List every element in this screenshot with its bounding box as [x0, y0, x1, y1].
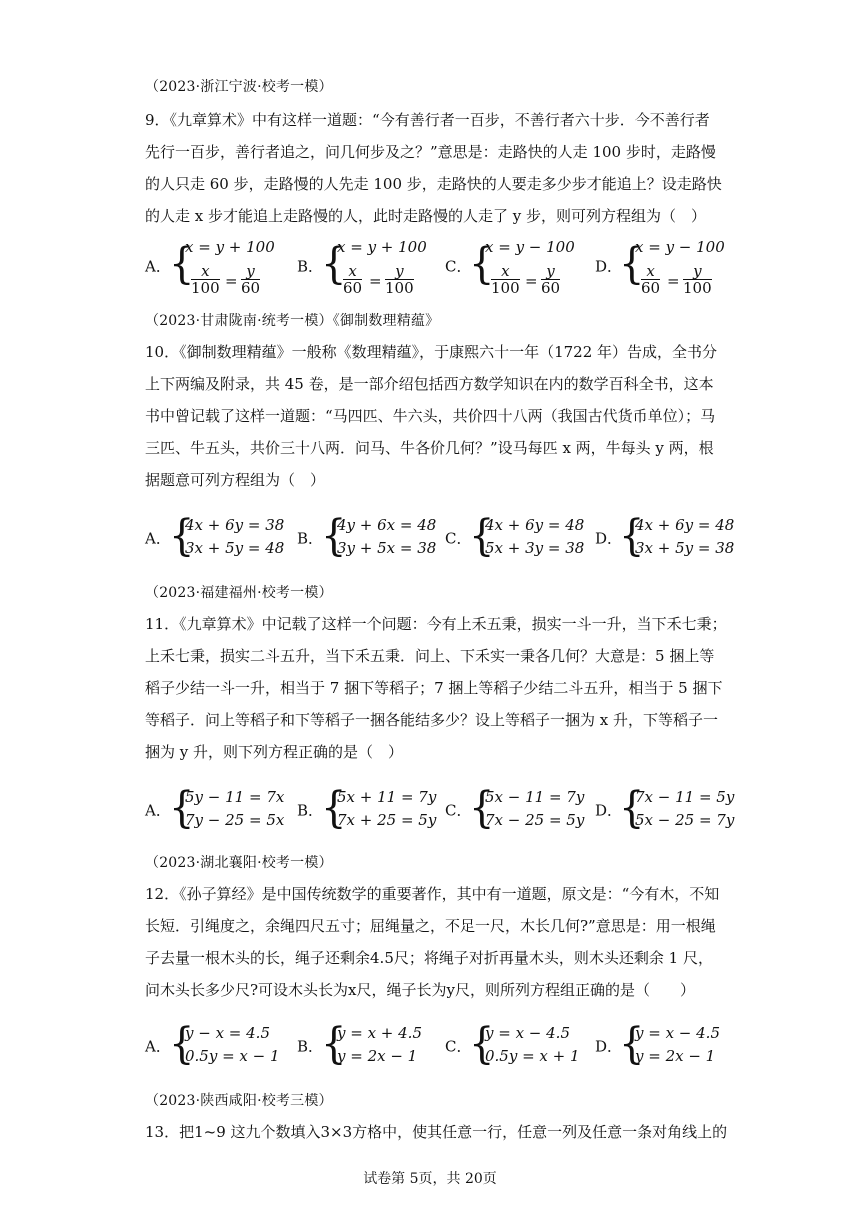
- equation: 4x + 6y = 48: [635, 516, 735, 534]
- option-label: B．: [297, 1037, 324, 1056]
- option-label: A．: [145, 529, 171, 548]
- brace-symbol: {: [321, 783, 347, 833]
- q10-options: [145, 508, 745, 568]
- q9-line: 的人只走 60 步，走路慢的人先走 100 步，走路快的人要走多少步才能追上？设走路快: [145, 175, 722, 193]
- q9-options: A． { x = y + 100 $\frac{x}{100}$ = $\frac{y}{60}$ B． { x = y + 100 $\frac{x}{60}$ = $\frac{y}{100}$ C． { x = y − 100 $\frac{x}{100}$ = $\frac{y}{60}$ D． { x = y − 100 $\frac{x}{60}$ = $\frac{y}{100}$: [145, 238, 725, 297]
- denominator: 60: [641, 279, 661, 297]
- q9-line: 先行一百步，善行者追之，问几何步及之？”意思是：走路快的人走 100 步时，走路慢: [145, 143, 716, 161]
- equation: 0.5y = x − 1: [185, 1047, 280, 1065]
- denominator: 100: [683, 279, 712, 297]
- denominator: 100: [491, 279, 520, 297]
- q11-text: [145, 608, 730, 768]
- numerator: y: [241, 264, 260, 280]
- q10-text: [145, 336, 730, 496]
- numerator: x: [343, 264, 362, 280]
- q12-text: [145, 878, 730, 1006]
- option-label: C．: [445, 529, 472, 548]
- q12-options: [145, 1016, 745, 1076]
- equation: 3x + 5y = 48: [185, 539, 285, 557]
- equation: y − x = 4.5: [185, 1024, 270, 1042]
- option-label: A．: [145, 801, 171, 820]
- equation: y = x + 4.5: [337, 1024, 422, 1042]
- equation: 7x − 11 = 5y: [635, 788, 735, 806]
- q11-line: 上禾七秉，损实二斗五升，当下禾五秉．问上、下禾实一秉各几何？大意是：5 捆上等: [145, 647, 715, 665]
- equation: x = y − 100: [485, 238, 575, 256]
- q12-line: 子去量一根木头的长，绳子还剩余4.5尺；将绳子对折再量木头，则木头还剩余 1 尺，: [145, 949, 713, 967]
- equation: 4x + 6y = 38: [185, 516, 285, 534]
- option-label: C．: [445, 257, 472, 276]
- q10-line: 上下两编及附录，共 45 卷，是一部介绍包括西方数学知识在内的数学百科全书，这本: [145, 375, 714, 393]
- brace-symbol: {: [469, 511, 495, 561]
- q9-source: （2023·浙江宁波·校考一模）: [145, 79, 333, 95]
- brace-symbol: {: [321, 1019, 347, 1069]
- brace-symbol: {: [169, 239, 195, 289]
- page-footer: 试卷第 5页，共 20页: [363, 1171, 497, 1187]
- equation: 3y + 5x = 38: [337, 539, 437, 557]
- option-label: D．: [595, 1037, 623, 1056]
- q11-line: 捆为 y 升，则下列方程正确的是（ ）: [145, 743, 404, 761]
- numerator: y: [683, 264, 712, 280]
- q13-source: （2023·陕西咸阳·校考三模）: [145, 1093, 333, 1109]
- option-label: C．: [445, 801, 472, 820]
- equation: 4y + 6x = 48: [337, 516, 437, 534]
- q11-source: （2023·福建福州·校考一模）: [145, 585, 333, 601]
- brace-symbol: {: [469, 239, 495, 289]
- equation: 5x + 3y = 38: [485, 539, 585, 557]
- brace-symbol: {: [619, 239, 645, 289]
- equation: 5x − 25 = 7y: [635, 811, 735, 829]
- numerator: y: [541, 264, 560, 280]
- equation: 7x − 25 = 5y: [485, 811, 585, 829]
- q10-source: （2023·甘肃陇南·统考一模）《御制数理精蕴》: [145, 313, 440, 329]
- q13-text: [145, 1116, 730, 1148]
- denominator: 100: [191, 279, 220, 297]
- q12-line: 问木头长多少尺?可设木头长为x尺，绳子长为y尺，则所列方程组正确的是（ ）: [145, 981, 695, 999]
- q10-line: 据题意可列方程组为（ ）: [145, 471, 326, 489]
- numerator: x: [491, 264, 520, 280]
- equation: y = x − 4.5: [635, 1024, 720, 1042]
- option-label: D．: [595, 257, 623, 276]
- brace-symbol: {: [619, 511, 645, 561]
- q9-line: 的人走 x 步才能追上走路慢的人，此时走路慢的人走了 y 步，则可列方程组为（ ）: [145, 207, 707, 225]
- q9-text: [145, 104, 730, 232]
- q10-line: 10．《御制数理精蕴》一般称《数理精蕴》，于康熙六十一年（1722 年）告成，全书分: [145, 343, 718, 361]
- brace-symbol: {: [321, 511, 347, 561]
- brace-symbol: {: [619, 783, 645, 833]
- q11-options: [145, 780, 745, 840]
- option-label: A．: [145, 257, 171, 276]
- brace-symbol: {: [169, 1019, 195, 1069]
- option-label: A．: [145, 1037, 171, 1056]
- option-label: B．: [297, 257, 324, 276]
- equation: 5x − 11 = 7y: [485, 788, 585, 806]
- q11-line: 等稻子．问上等稻子和下等稻子一捆各能结多少？设上等稻子一捆为 x 升，下等稻子一: [145, 711, 718, 729]
- option-label: D．: [595, 529, 623, 548]
- equation: 5x + 11 = 7y: [337, 788, 437, 806]
- denominator: 60: [541, 279, 561, 297]
- q12-source: （2023·湖北襄阳·校考一模）: [145, 855, 333, 871]
- equation: x = y + 100: [337, 238, 427, 256]
- brace-symbol: {: [169, 783, 195, 833]
- equation: 4x + 6y = 48: [485, 516, 585, 534]
- equation: x = y − 100: [635, 238, 725, 256]
- brace-symbol: {: [619, 1019, 645, 1069]
- equation: 3x + 5y = 38: [635, 539, 735, 557]
- q11-line: 11．《九章算术》中记载了这样一个问题：今有上禾五秉，损实一斗一升，当下禾七秉；: [145, 615, 727, 633]
- denominator: 60: [241, 279, 261, 297]
- numerator: x: [641, 264, 660, 280]
- q12-line: 12．《孙子算经》是中国传统数学的重要著作，其中有一道题，原文是：“今有木，不知: [145, 885, 720, 903]
- q13-line: 13．把1~9 这九个数填入3×3方格中，使其任意一行，任意一列及任意一条对角线上的: [145, 1123, 728, 1141]
- equation: 7y − 25 = 5x: [185, 811, 285, 829]
- equation: y = 2x − 1: [337, 1047, 418, 1065]
- option-label: B．: [297, 801, 324, 820]
- q11-line: 稻子少结一斗一升，相当于 7 捆下等稻子；7 捆上等稻子少结二斗五升，相当于 5 捆下: [145, 679, 723, 697]
- numerator: x: [191, 264, 220, 280]
- denominator: 60: [343, 279, 363, 297]
- brace-symbol: {: [469, 783, 495, 833]
- q10-line: 三匹、牛五头，共价三十八两．问马、牛各价几何？”设马每匹 x 两，牛每头 y 两，根: [145, 439, 714, 457]
- q12-line: 长短．引绳度之，余绳四尺五寸；屈绳量之，不足一尺，木长几何?”意思是：用一根绳: [145, 917, 716, 935]
- equation: x = y + 100: [185, 238, 275, 256]
- equation: 5y − 11 = 7x: [185, 788, 285, 806]
- q10-line: 书中曾记载了这样一道题：“马四匹、牛六头，共价四十八两（我国古代货币单位）；马: [145, 407, 716, 425]
- brace-symbol: {: [169, 511, 195, 561]
- equation: y = 2x − 1: [635, 1047, 716, 1065]
- option-label: D．: [595, 801, 623, 820]
- numerator: y: [385, 264, 414, 280]
- equation: 7x + 25 = 5y: [337, 811, 437, 829]
- brace-symbol: {: [321, 239, 347, 289]
- equation: y = x − 4.5: [485, 1024, 570, 1042]
- option-label: B．: [297, 529, 324, 548]
- option-label: C．: [445, 1037, 472, 1056]
- denominator: 100: [385, 279, 414, 297]
- brace-symbol: {: [469, 1019, 495, 1069]
- equation: 0.5y = x + 1: [485, 1047, 580, 1065]
- q9-line: 9．《九章算术》中有这样一道题：“今有善行者一百步，不善行者六十步．今不善行者: [145, 111, 710, 129]
